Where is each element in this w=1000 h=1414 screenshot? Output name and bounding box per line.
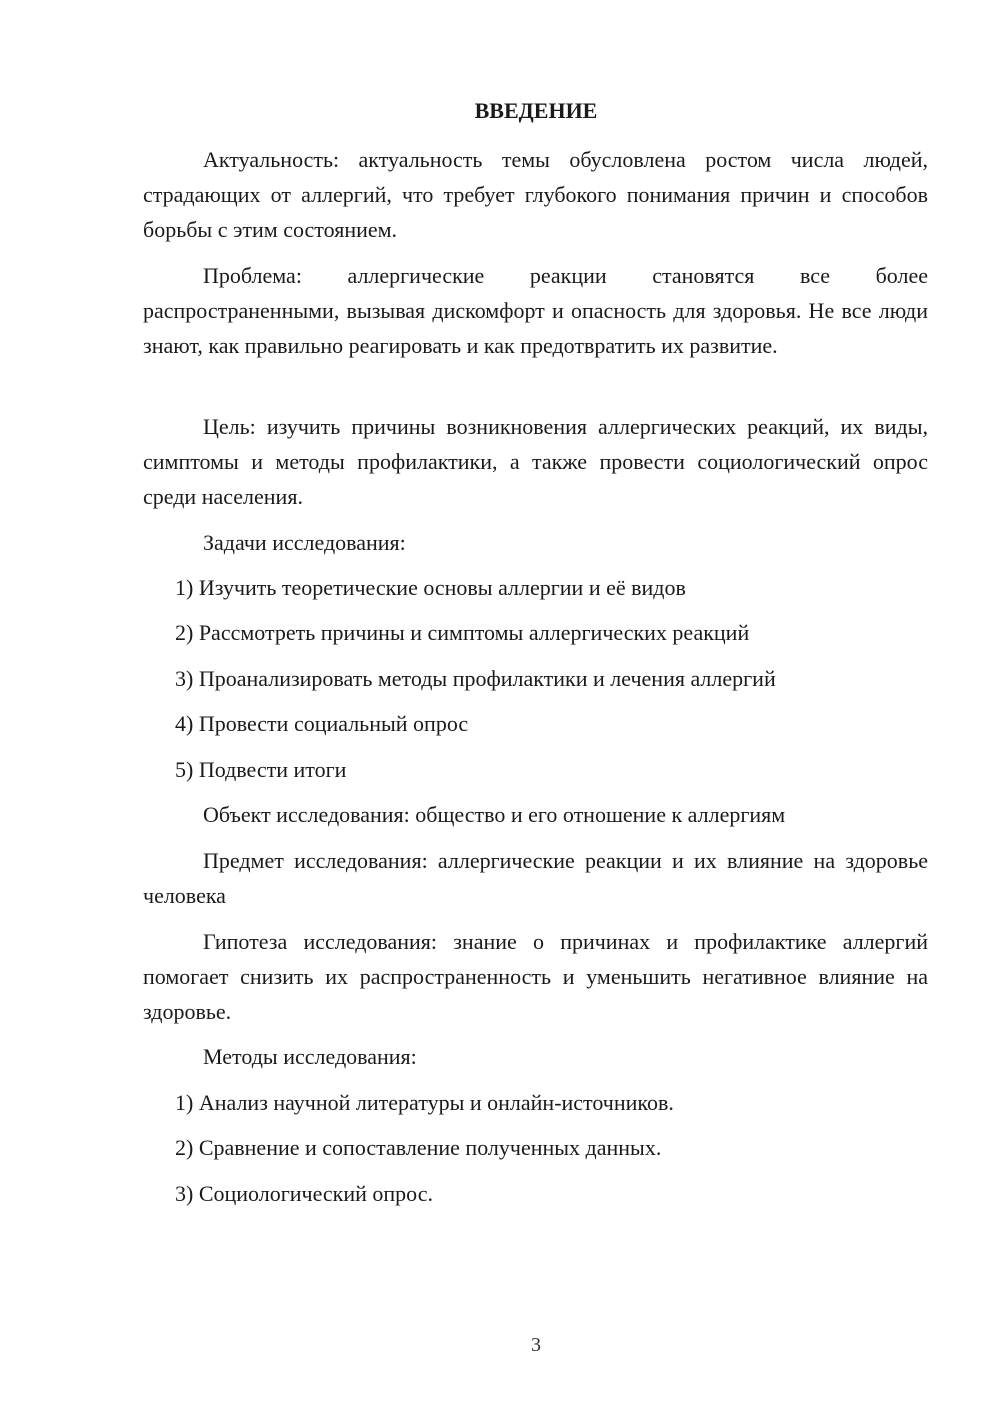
task-item-3: 3) Проанализировать методы профилактики и лечения аллергий [175,666,776,691]
relevance-paragraph [143,142,928,247]
goal-text: Цель: изучить причины возникновения аллергических реакций, их виды, симптомы и методы профилактики, а также провести социологический опрос среди населения. [143,414,928,509]
subject-text: Предмет исследования: аллергические реакции и их влияние на здоровье человека [143,848,928,908]
relevance-text: Актуальность: актуальность темы обусловлена ростом числа людей, страдающих от аллергий, что требует глубокого понимания причин и способов борьбы с этим состоянием. [143,147,928,242]
method-item-2: 2) Сравнение и сопоставление полученных данных. [175,1135,662,1160]
task-item-2: 2) Рассмотреть причины и симптомы аллергических реакций [175,620,750,645]
task-item-1: 1) Изучить теоретические основы аллергии и её видов [175,575,686,600]
method-item-3: 3) Социологический опрос. [175,1181,433,1206]
methods-heading [143,1039,928,1074]
subject-paragraph [143,843,928,913]
task-item-4: 4) Провести социальный опрос [175,711,469,736]
problem-paragraph [143,258,928,363]
tasks-heading-text: Задачи исследования: [203,530,406,555]
object-paragraph [143,797,928,832]
tasks-heading [143,525,928,560]
page-number: 3 [531,1334,541,1356]
object-text: Объект исследования: общество и его отношение к аллергиям [203,802,786,827]
task-item-5: 5) Подвести итоги [175,757,347,782]
method-item-1: 1) Анализ научной литературы и онлайн-источников. [175,1090,674,1115]
methods-heading-text: Методы исследования: [203,1044,417,1069]
hypothesis-paragraph [143,924,928,1029]
problem-text: Проблема: аллергические реакции становятся все более распространенными, вызывая дискомфорт и опасность для здоровья. Не все люди знают, как правильно реагировать и как предотвратить их развитие. [143,263,928,358]
hypothesis-text: Гипотеза исследования: знание о причинах и профилактике аллергий помогает снизить их распространенность и уменьшить негативное влияние на здоровье. [143,929,928,1024]
page-title: ВВЕДЕНИЕ [474,98,598,123]
goal-paragraph [143,409,928,514]
